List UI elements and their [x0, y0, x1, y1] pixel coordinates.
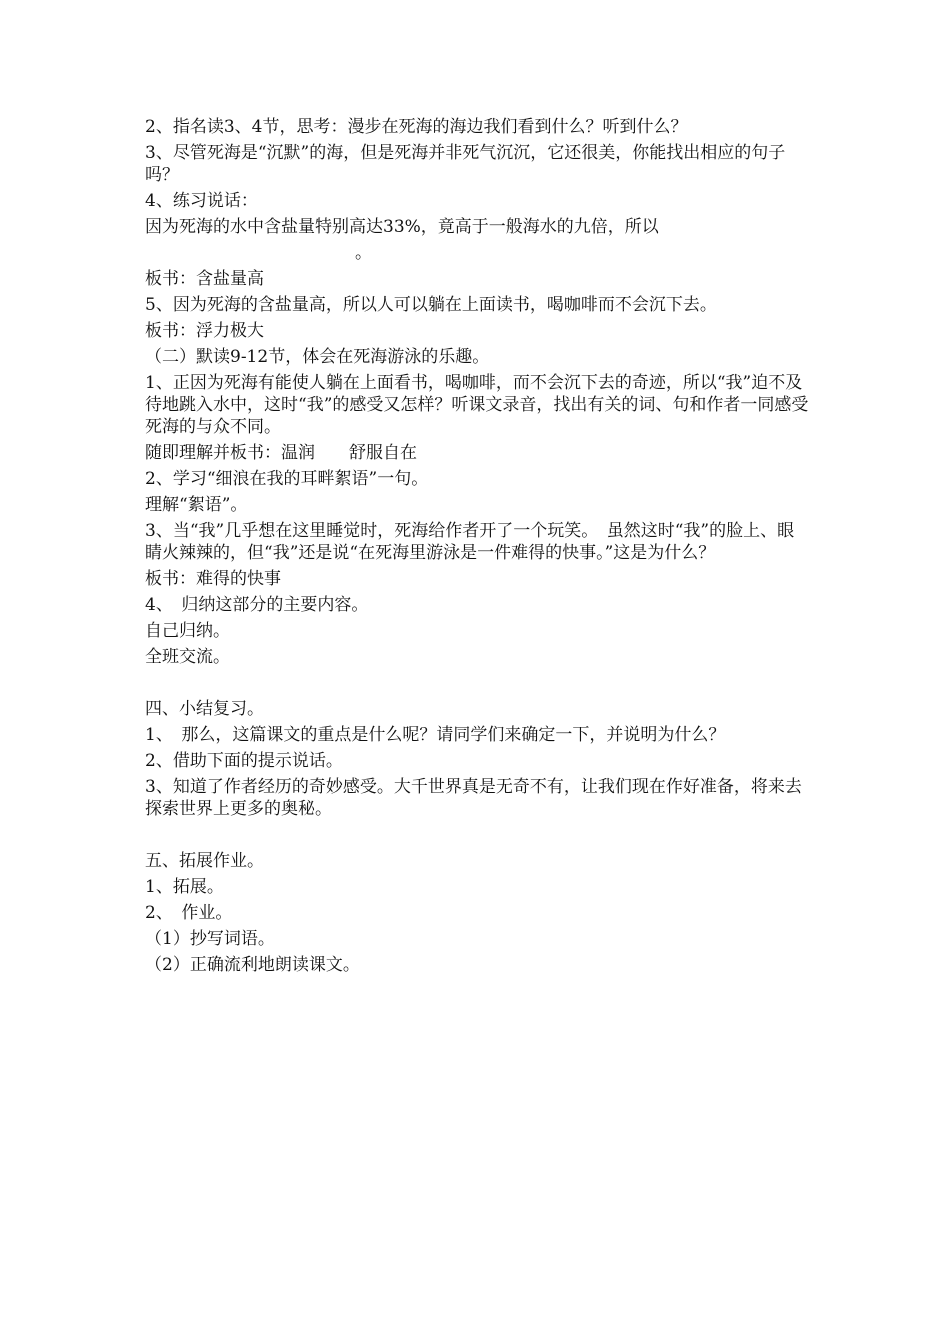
board-note: 板书：难得的快事 — [145, 569, 281, 589]
paragraph: 3、当“我”几乎想在这里睡觉时，死海给作者开了一个玩笑。 虽然这时“我”的脸上、眼睛火辣辣的，但“我”还是说“在死海里游泳是一件难得的快事。”这是为什么？ — [145, 521, 795, 563]
paragraph: 2、借助下面的提示说话。 — [145, 751, 343, 771]
fill-in-blank-end: 。 — [355, 243, 372, 263]
section-heading: 五、拓展作业。 — [145, 851, 264, 871]
paragraph: 2、学习“细浪在我的耳畔絮语”一句。 — [145, 469, 429, 489]
blank-line — [145, 672, 810, 698]
blank-line — [145, 824, 810, 850]
paragraph: 1、 那么，这篇课文的重点是什么呢？请同学们来确定一下，并说明为什么？ — [145, 725, 726, 745]
paragraph: 3、知道了作者经历的奇妙感受。大千世界真是无奇不有，让我们现在作好准备，将来去探索世界上更多的奥秘。 — [145, 777, 802, 819]
lesson-plan-text — [145, 116, 810, 980]
paragraph: 5、因为死海的含盐量高，所以人可以躺在上面读书，喝咖啡而不会沉下去。 — [145, 295, 717, 315]
paragraph: 3、尽管死海是“沉默”的海，但是死海并非死气沉沉，它还很美，你能找出相应的句子吗？ — [145, 143, 786, 185]
paragraph: 2、 作业。 — [145, 903, 233, 923]
board-note: 板书：浮力极大 — [145, 321, 264, 341]
board-note: 板书：含盐量高 — [145, 269, 264, 289]
paragraph: 理解“絮语”。 — [145, 495, 248, 515]
paragraph: 2、指名读3、4节，思考：漫步在死海的海边我们看到什么？听到什么？ — [145, 117, 688, 137]
paragraph: （1）抄写词语。 — [145, 929, 275, 949]
section-heading: 四、小结复习。 — [145, 699, 264, 719]
paragraph: 因为死海的水中含盐量特别高达33%，竟高于一般海水的九倍，所以 — [145, 217, 659, 237]
paragraph: （2）正确流利地朗读课文。 — [145, 955, 360, 975]
section-heading: （二）默读9-12节，体会在死海游泳的乐趣。 — [145, 347, 490, 367]
paragraph: 1、正因为死海有能使人躺在上面看书，喝咖啡，而不会沉下去的奇迹，所以“我”迫不及待地跳入水中，这时“我”的感受又怎样？听课文录音，找出有关的词、句和作者一同感受死海的与众不同。 — [145, 373, 809, 437]
paragraph: 4、练习说话： — [145, 191, 258, 211]
board-note: 随即理解并板书：温润 舒服自在 — [145, 443, 417, 463]
paragraph: 自己归纳。 — [145, 621, 230, 641]
paragraph: 全班交流。 — [145, 647, 230, 667]
paragraph: 4、 归纳这部分的主要内容。 — [145, 595, 369, 615]
paragraph: 1、拓展。 — [145, 877, 224, 897]
